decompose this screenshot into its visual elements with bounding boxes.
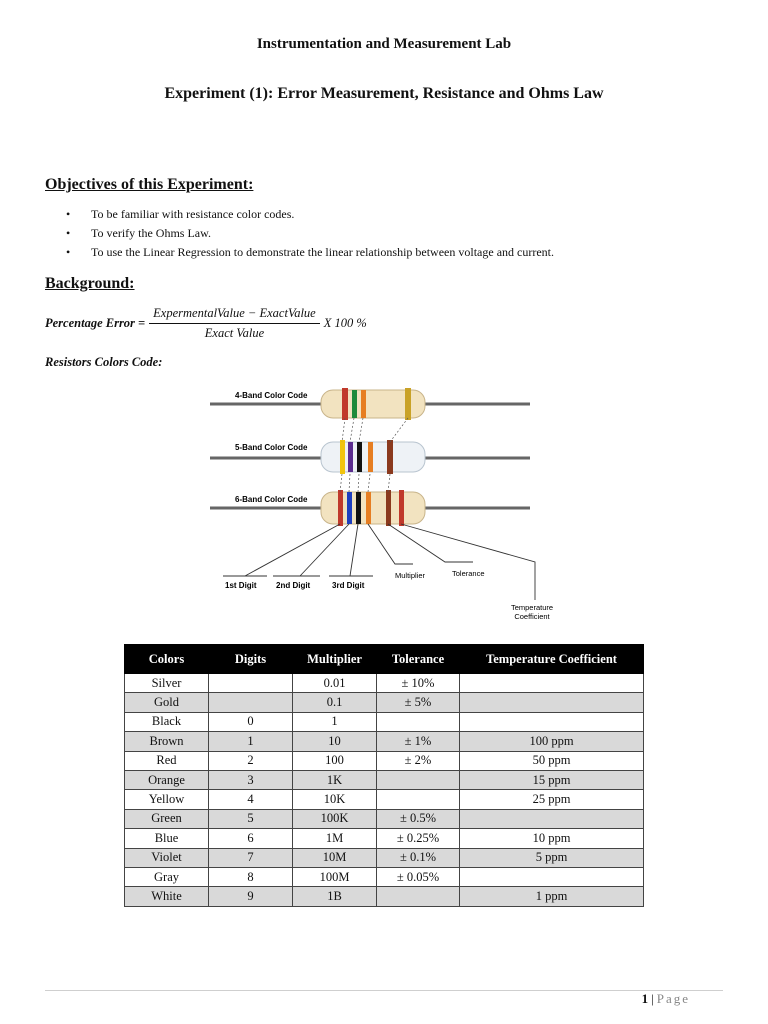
table-row	[125, 809, 644, 828]
cell-digit	[209, 693, 293, 712]
four-band-label: 4-Band Color Code	[235, 391, 308, 400]
table-row	[125, 829, 644, 848]
table-row	[125, 770, 644, 789]
cell-color: Violet	[125, 848, 209, 867]
color-code-table	[124, 644, 644, 907]
table-header-row	[125, 645, 644, 674]
formula-denominator: Exact Value	[204, 326, 265, 340]
cell-temp-coefficient: 5 ppm	[460, 848, 644, 867]
cell-temp-coefficient: 15 ppm	[460, 770, 644, 789]
page-number: 1	[641, 991, 649, 1006]
table-row	[125, 790, 644, 809]
first-digit-label: 1st Digit	[225, 581, 257, 590]
tolerance-label: Tolerance	[452, 569, 485, 578]
cell-digit: 5	[209, 809, 293, 828]
footer-divider	[45, 990, 723, 991]
formula-numerator: ExpermentalValue − ExactValue	[149, 306, 320, 324]
resistors-code-label: Resistors Colors Code:	[45, 355, 163, 369]
multiplier-label: Multiplier	[395, 571, 426, 580]
second-digit-label: 2nd Digit	[276, 581, 311, 590]
cell-color: Silver	[125, 674, 209, 693]
cell-multiplier: 100	[293, 751, 377, 770]
cell-multiplier: 1B	[293, 887, 377, 906]
five-band-resistor	[210, 440, 530, 474]
table-row	[125, 712, 644, 731]
cell-color: Green	[125, 809, 209, 828]
cell-tolerance: ± 0.5%	[377, 809, 460, 828]
six-band-label: 6-Band Color Code	[235, 495, 308, 504]
cell-multiplier: 1	[293, 712, 377, 731]
experiment-title: Experiment (1): Error Measurement, Resistance and Ohms Law	[164, 85, 604, 102]
resistor-color-code-diagram	[205, 378, 560, 626]
table-row	[125, 867, 644, 886]
objectives-list	[45, 205, 554, 262]
background-heading: Background:	[45, 275, 135, 292]
five-band-label: 5-Band Color Code	[235, 443, 308, 452]
cell-temp-coefficient: 100 ppm	[460, 732, 644, 751]
cell-tolerance: ± 2%	[377, 751, 460, 770]
table-row	[125, 732, 644, 751]
objectives-heading: Objectives of this Experiment:	[45, 176, 254, 193]
table-row	[125, 848, 644, 867]
cell-multiplier: 100M	[293, 867, 377, 886]
cell-color: White	[125, 887, 209, 906]
header-tolerance: Tolerance	[377, 645, 460, 674]
table-row	[125, 887, 644, 906]
six-band-resistor	[210, 490, 530, 526]
four-band-resistor	[210, 388, 530, 420]
cell-temp-coefficient	[460, 693, 644, 712]
cell-digit: 7	[209, 848, 293, 867]
cell-digit: 6	[209, 829, 293, 848]
cell-tolerance	[377, 790, 460, 809]
cell-multiplier: 10	[293, 732, 377, 751]
cell-tolerance	[377, 887, 460, 906]
page-footer	[642, 991, 690, 1007]
cell-color: Black	[125, 712, 209, 731]
document-title: Instrumentation and Measurement Lab	[256, 36, 512, 52]
cell-tolerance: ± 0.05%	[377, 867, 460, 886]
cell-multiplier: 100K	[293, 809, 377, 828]
cell-digit: 1	[209, 732, 293, 751]
cell-temp-coefficient	[460, 674, 644, 693]
cell-digit	[209, 674, 293, 693]
cell-color: Orange	[125, 770, 209, 789]
cell-tolerance: ± 5%	[377, 693, 460, 712]
cell-multiplier: 10K	[293, 790, 377, 809]
cell-tolerance: ± 0.1%	[377, 848, 460, 867]
cell-tolerance: ± 0.25%	[377, 829, 460, 848]
cell-temp-coefficient	[460, 867, 644, 886]
header-multiplier: Multiplier	[293, 645, 377, 674]
cell-color: Blue	[125, 829, 209, 848]
cell-multiplier: 1M	[293, 829, 377, 848]
band-leader-lines	[223, 524, 535, 600]
objective-item: • To verify the Ohms Law.	[91, 224, 554, 243]
table-row	[125, 751, 644, 770]
cell-multiplier: 1K	[293, 770, 377, 789]
temperature-label-line1: Temperature	[510, 603, 554, 612]
cell-color: Gold	[125, 693, 209, 712]
cell-temp-coefficient	[460, 809, 644, 828]
cell-digit: 9	[209, 887, 293, 906]
objective-item: • To use the Linear Regression to demonstrate the linear relationship between voltage and current.	[91, 243, 554, 262]
formula-multiplier: X 100 %	[323, 316, 367, 330]
cell-digit: 2	[209, 751, 293, 770]
cell-digit: 0	[209, 712, 293, 731]
cell-temp-coefficient: 50 ppm	[460, 751, 644, 770]
formula-label: Percentage Error =	[45, 316, 146, 330]
cell-tolerance: ± 1%	[377, 732, 460, 751]
cell-temp-coefficient: 10 ppm	[460, 829, 644, 848]
cell-temp-coefficient	[460, 712, 644, 731]
header-colors: Colors	[125, 645, 209, 674]
table-row	[125, 674, 644, 693]
footer-separator: |	[651, 991, 654, 1006]
temperature-label-line2: Coefficient	[514, 612, 550, 621]
cell-temp-coefficient: 25 ppm	[460, 790, 644, 809]
cell-multiplier: 0.01	[293, 674, 377, 693]
cell-color: Red	[125, 751, 209, 770]
cell-multiplier: 10M	[293, 848, 377, 867]
header-temperature-coefficient: Temperature Coefficient	[460, 645, 644, 674]
page-word: Page	[656, 991, 690, 1006]
cell-color: Brown	[125, 732, 209, 751]
cell-multiplier: 0.1	[293, 693, 377, 712]
cell-temp-coefficient: 1 ppm	[460, 887, 644, 906]
cell-tolerance	[377, 770, 460, 789]
cell-digit: 4	[209, 790, 293, 809]
cell-tolerance: ± 10%	[377, 674, 460, 693]
cell-digit: 8	[209, 867, 293, 886]
third-digit-label: 3rd Digit	[332, 581, 365, 590]
header-digits: Digits	[209, 645, 293, 674]
table-row	[125, 693, 644, 712]
cell-color: Gray	[125, 867, 209, 886]
percentage-error-formula	[45, 306, 367, 341]
cell-color: Yellow	[125, 790, 209, 809]
cell-tolerance	[377, 712, 460, 731]
cell-digit: 3	[209, 770, 293, 789]
formula-fraction	[149, 306, 320, 341]
objective-item: • To be familiar with resistance color codes.	[91, 205, 554, 224]
